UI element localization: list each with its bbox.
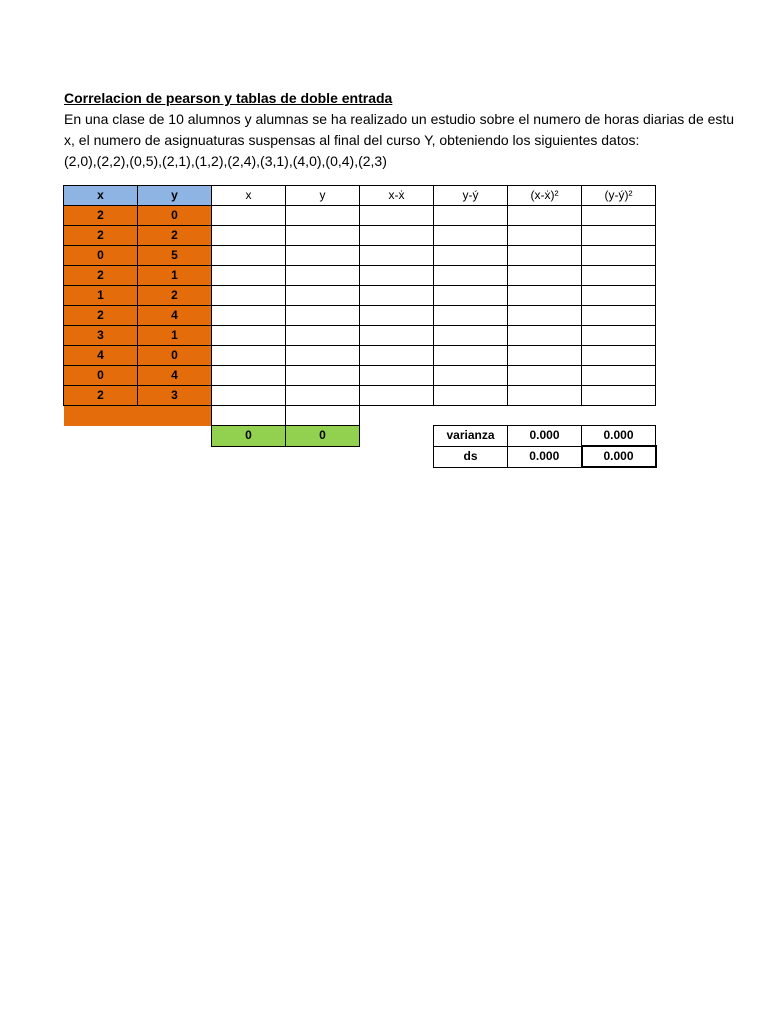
- summary-row-varianza: [64, 426, 656, 447]
- intro-text: [64, 88, 735, 172]
- blank-cell: [360, 406, 434, 426]
- empty-cell[interactable]: [582, 286, 656, 306]
- empty-cell[interactable]: [434, 366, 508, 386]
- empty-cell[interactable]: [582, 366, 656, 386]
- header-cell-x-dev[interactable]: x-ẋ: [360, 186, 434, 206]
- blank-cell: [582, 406, 656, 426]
- varianza-y-value[interactable]: 0.000: [582, 426, 656, 447]
- blank-cell: [212, 446, 286, 467]
- empty-cell[interactable]: [286, 326, 360, 346]
- header-cell-y[interactable]: y: [138, 186, 212, 206]
- header-cell-x-dev-sq[interactable]: (x-ẋ)²: [508, 186, 582, 206]
- header-cell-y-dev[interactable]: y-ý: [434, 186, 508, 206]
- cell-y-value[interactable]: 5: [138, 246, 212, 266]
- empty-cell[interactable]: [360, 366, 434, 386]
- empty-cell[interactable]: [582, 206, 656, 226]
- sum-x-cell[interactable]: 0: [212, 426, 286, 447]
- empty-cell[interactable]: [212, 266, 286, 286]
- empty-cell[interactable]: [360, 306, 434, 326]
- empty-cell[interactable]: [434, 326, 508, 346]
- table-row: [64, 266, 656, 286]
- table-row: [64, 306, 656, 326]
- empty-cell[interactable]: [508, 246, 582, 266]
- empty-orange-cell[interactable]: [64, 406, 138, 426]
- cell-y-value[interactable]: 0: [138, 206, 212, 226]
- empty-cell[interactable]: [508, 366, 582, 386]
- cell-x-value[interactable]: 2: [64, 306, 138, 326]
- empty-cell[interactable]: [508, 206, 582, 226]
- empty-cell[interactable]: [434, 346, 508, 366]
- table-row: [64, 326, 656, 346]
- cell-x-value[interactable]: 0: [64, 246, 138, 266]
- empty-cell[interactable]: [582, 346, 656, 366]
- empty-cell[interactable]: [582, 326, 656, 346]
- cell-x-value[interactable]: 1: [64, 286, 138, 306]
- empty-cell[interactable]: [360, 226, 434, 246]
- header-cell-x[interactable]: x: [64, 186, 138, 206]
- empty-orange-cell[interactable]: [138, 406, 212, 426]
- cell-x-value[interactable]: 2: [64, 226, 138, 246]
- empty-cell[interactable]: [508, 346, 582, 366]
- blank-cell: [138, 446, 212, 467]
- blank-cell: [286, 446, 360, 467]
- header-cell-y-calc[interactable]: y: [286, 186, 360, 206]
- data-pairs-line: (2,0),(2,2),(0,5),(2,1),(1,2),(2,4),(3,1),(4,0),(0,4),(2,3): [64, 153, 387, 169]
- empty-cell[interactable]: [360, 346, 434, 366]
- cell-x-value[interactable]: 2: [64, 386, 138, 406]
- table-row: [64, 286, 656, 306]
- empty-cell[interactable]: [212, 286, 286, 306]
- table-row: [64, 206, 656, 226]
- cell-x-value[interactable]: 2: [64, 266, 138, 286]
- empty-cell[interactable]: [212, 346, 286, 366]
- description-line-1: En una clase de 10 alumnos y alumnas se ha realizado un estudio sobre el numero de horas diarias de estu: [64, 111, 735, 127]
- empty-cell[interactable]: [508, 226, 582, 246]
- empty-cell[interactable]: [434, 226, 508, 246]
- empty-cell[interactable]: [286, 366, 360, 386]
- empty-cell[interactable]: [508, 326, 582, 346]
- empty-cell[interactable]: [286, 206, 360, 226]
- empty-cell[interactable]: [434, 386, 508, 406]
- empty-cell[interactable]: [286, 406, 360, 426]
- varianza-x-value[interactable]: 0.000: [508, 426, 582, 447]
- blank-cell: [360, 446, 434, 467]
- blank-cell: [434, 406, 508, 426]
- header-row: [64, 186, 656, 206]
- ds-y-value[interactable]: 0.000: [582, 446, 656, 467]
- table-row: [64, 386, 656, 406]
- empty-cell[interactable]: [582, 226, 656, 246]
- cell-y-value[interactable]: 4: [138, 306, 212, 326]
- empty-cell[interactable]: [212, 306, 286, 326]
- empty-cell[interactable]: [286, 286, 360, 306]
- empty-cell[interactable]: [508, 306, 582, 326]
- cell-y-value[interactable]: 2: [138, 226, 212, 246]
- cell-y-value[interactable]: 0: [138, 346, 212, 366]
- varianza-label[interactable]: varianza: [434, 426, 508, 447]
- empty-cell[interactable]: [434, 266, 508, 286]
- empty-cell[interactable]: [582, 266, 656, 286]
- empty-cell[interactable]: [212, 226, 286, 246]
- empty-cell[interactable]: [434, 306, 508, 326]
- empty-cell[interactable]: [212, 406, 286, 426]
- empty-cell[interactable]: [582, 386, 656, 406]
- empty-cell[interactable]: [212, 246, 286, 266]
- empty-cell[interactable]: [434, 206, 508, 226]
- cell-x-value[interactable]: 0: [64, 366, 138, 386]
- empty-cell[interactable]: [360, 386, 434, 406]
- empty-cell[interactable]: [212, 366, 286, 386]
- table-row: [64, 366, 656, 386]
- blank-cell: [138, 426, 212, 447]
- ds-x-value[interactable]: 0.000: [508, 446, 582, 467]
- empty-cell[interactable]: [434, 246, 508, 266]
- ds-label[interactable]: ds: [434, 446, 508, 467]
- blank-cell: [64, 426, 138, 447]
- blank-cell: [360, 426, 434, 447]
- empty-cell[interactable]: [582, 246, 656, 266]
- header-cell-x-calc[interactable]: x: [212, 186, 286, 206]
- empty-cell[interactable]: [212, 206, 286, 226]
- empty-cell[interactable]: [286, 226, 360, 246]
- pearson-worksheet-table: [63, 185, 657, 468]
- header-cell-y-dev-sq[interactable]: (y-ý)²: [582, 186, 656, 206]
- empty-cell[interactable]: [212, 386, 286, 406]
- cell-x-value[interactable]: 2: [64, 206, 138, 226]
- cell-y-value[interactable]: 2: [138, 286, 212, 306]
- table-row-empty: [64, 406, 656, 426]
- cell-y-value[interactable]: 1: [138, 266, 212, 286]
- cell-y-value[interactable]: 1: [138, 326, 212, 346]
- empty-cell[interactable]: [360, 326, 434, 346]
- summary-row-ds: [64, 446, 656, 467]
- table-row: [64, 246, 656, 266]
- empty-cell[interactable]: [582, 306, 656, 326]
- cell-y-value[interactable]: 3: [138, 386, 212, 406]
- cell-y-value[interactable]: 4: [138, 366, 212, 386]
- empty-cell[interactable]: [360, 266, 434, 286]
- empty-cell[interactable]: [286, 306, 360, 326]
- empty-cell[interactable]: [508, 386, 582, 406]
- cell-x-value[interactable]: 4: [64, 346, 138, 366]
- description-line-2: x, el numero de asignuaturas suspensas al final del curso Y, obteniendo los siguientes datos:: [64, 132, 640, 148]
- table-row: [64, 226, 656, 246]
- cell-x-value[interactable]: 3: [64, 326, 138, 346]
- sum-y-cell[interactable]: 0: [286, 426, 360, 447]
- empty-cell[interactable]: [360, 286, 434, 306]
- empty-cell[interactable]: [286, 246, 360, 266]
- empty-cell[interactable]: [508, 266, 582, 286]
- empty-cell[interactable]: [286, 346, 360, 366]
- empty-cell[interactable]: [360, 246, 434, 266]
- blank-cell: [64, 446, 138, 467]
- empty-cell[interactable]: [360, 206, 434, 226]
- empty-cell[interactable]: [508, 286, 582, 306]
- table-row: [64, 346, 656, 366]
- empty-cell[interactable]: [212, 326, 286, 346]
- empty-cell[interactable]: [286, 386, 360, 406]
- page-title: Correlacion de pearson y tablas de doble entrada: [64, 90, 393, 106]
- blank-cell: [508, 406, 582, 426]
- empty-cell[interactable]: [286, 266, 360, 286]
- empty-cell[interactable]: [434, 286, 508, 306]
